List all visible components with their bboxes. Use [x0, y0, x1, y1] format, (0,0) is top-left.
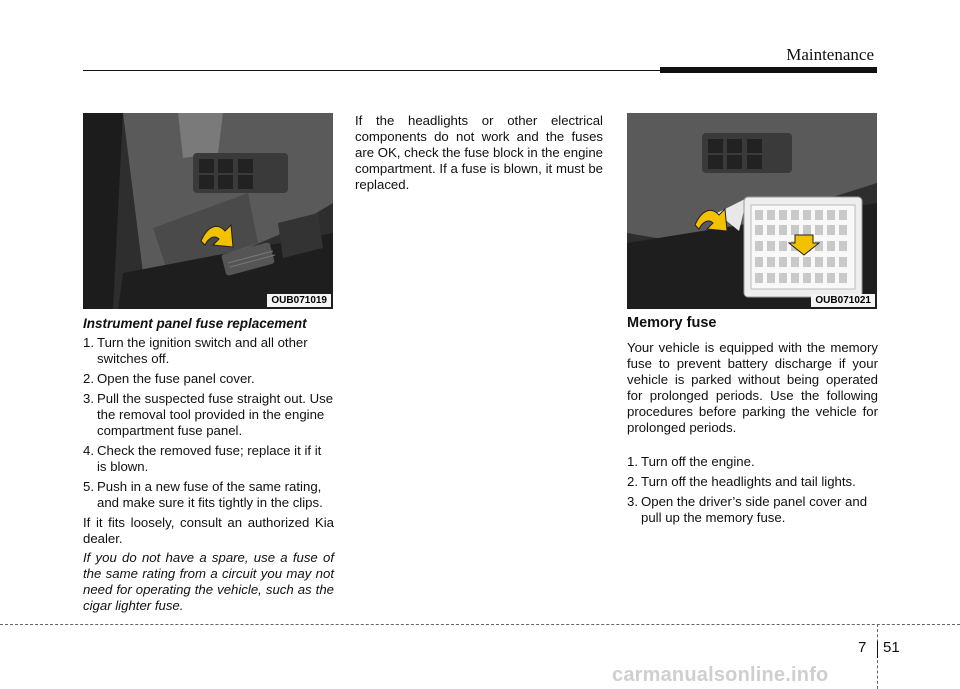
step-number: 1.	[627, 454, 638, 469]
procedure-list	[627, 454, 878, 526]
step-number: 3.	[83, 391, 94, 406]
section-title: Maintenance	[786, 45, 874, 64]
italic-note: If you do not have a spare, use a fuse of the same rating from a circuit you may not need for operating the vehicle, such as the cigar lighter fuse.	[83, 550, 334, 613]
footer-rule	[0, 624, 960, 625]
column-engine-fuse	[355, 113, 603, 193]
header-rule	[83, 70, 660, 71]
list-item: 1. Turn off the engine.	[627, 454, 755, 469]
section-heading: Memory fuse	[627, 315, 717, 331]
list-item: 1. Turn the ignition switch and all other switches off.	[83, 335, 308, 366]
header-rule-thick	[660, 67, 877, 73]
list-item: 2. Turn off the headlights and tail lights.	[627, 474, 856, 489]
body-paragraph: Your vehicle is equipped with the memory fuse to prevent battery discharge if your vehicle is parked without being operated for prolonged periods. Use the following procedures before parking the vehicle for prolonged periods.	[627, 340, 878, 435]
list-item: 5. Push in a new fuse of the same rating, and make sure it fits tightly in the clips.	[83, 479, 323, 510]
chapter-number: 7	[858, 639, 867, 656]
step-number: 2.	[83, 371, 94, 386]
body-paragraph: If it fits loosely, consult an authorized Kia dealer.	[83, 515, 334, 546]
watermark: carmanualsonline.info	[612, 664, 829, 686]
body-paragraph: If the headlights or other electrical components do not work and the fuses are OK, check the fuse block in the engine compartment. If a fuse is blown, it must be replaced.	[355, 113, 603, 192]
list-item: 3. Pull the suspected fuse straight out. Use the removal tool provided in the engine compartment fuse panel.	[83, 391, 334, 438]
column-memory-fuse	[627, 315, 878, 530]
step-number: 3.	[627, 494, 638, 509]
column-instrument-panel	[83, 316, 334, 614]
list-item: 2. Open the fuse panel cover.	[83, 371, 255, 386]
figure-label: OUB071021	[811, 294, 875, 307]
page-number: 51	[883, 639, 900, 656]
step-number: 2.	[627, 474, 638, 489]
page-number-divider	[877, 641, 878, 658]
list-item: 3. Open the driver’s side panel cover and pull up the memory fuse.	[627, 494, 868, 525]
fuse-panel-figure	[83, 113, 333, 309]
step-number: 5.	[83, 479, 94, 494]
memory-fuse-illustration	[627, 113, 877, 309]
step-number: 4.	[83, 443, 94, 458]
figure-caption: Instrument panel fuse replacement	[83, 316, 307, 331]
fuse-panel-illustration	[83, 113, 333, 309]
figure-label: OUB071019	[267, 294, 331, 307]
memory-fuse-figure	[627, 113, 877, 309]
step-number: 1.	[83, 335, 94, 350]
list-item: 4. Check the removed fuse; replace it if it is blown.	[83, 443, 322, 474]
procedure-list	[83, 335, 334, 511]
